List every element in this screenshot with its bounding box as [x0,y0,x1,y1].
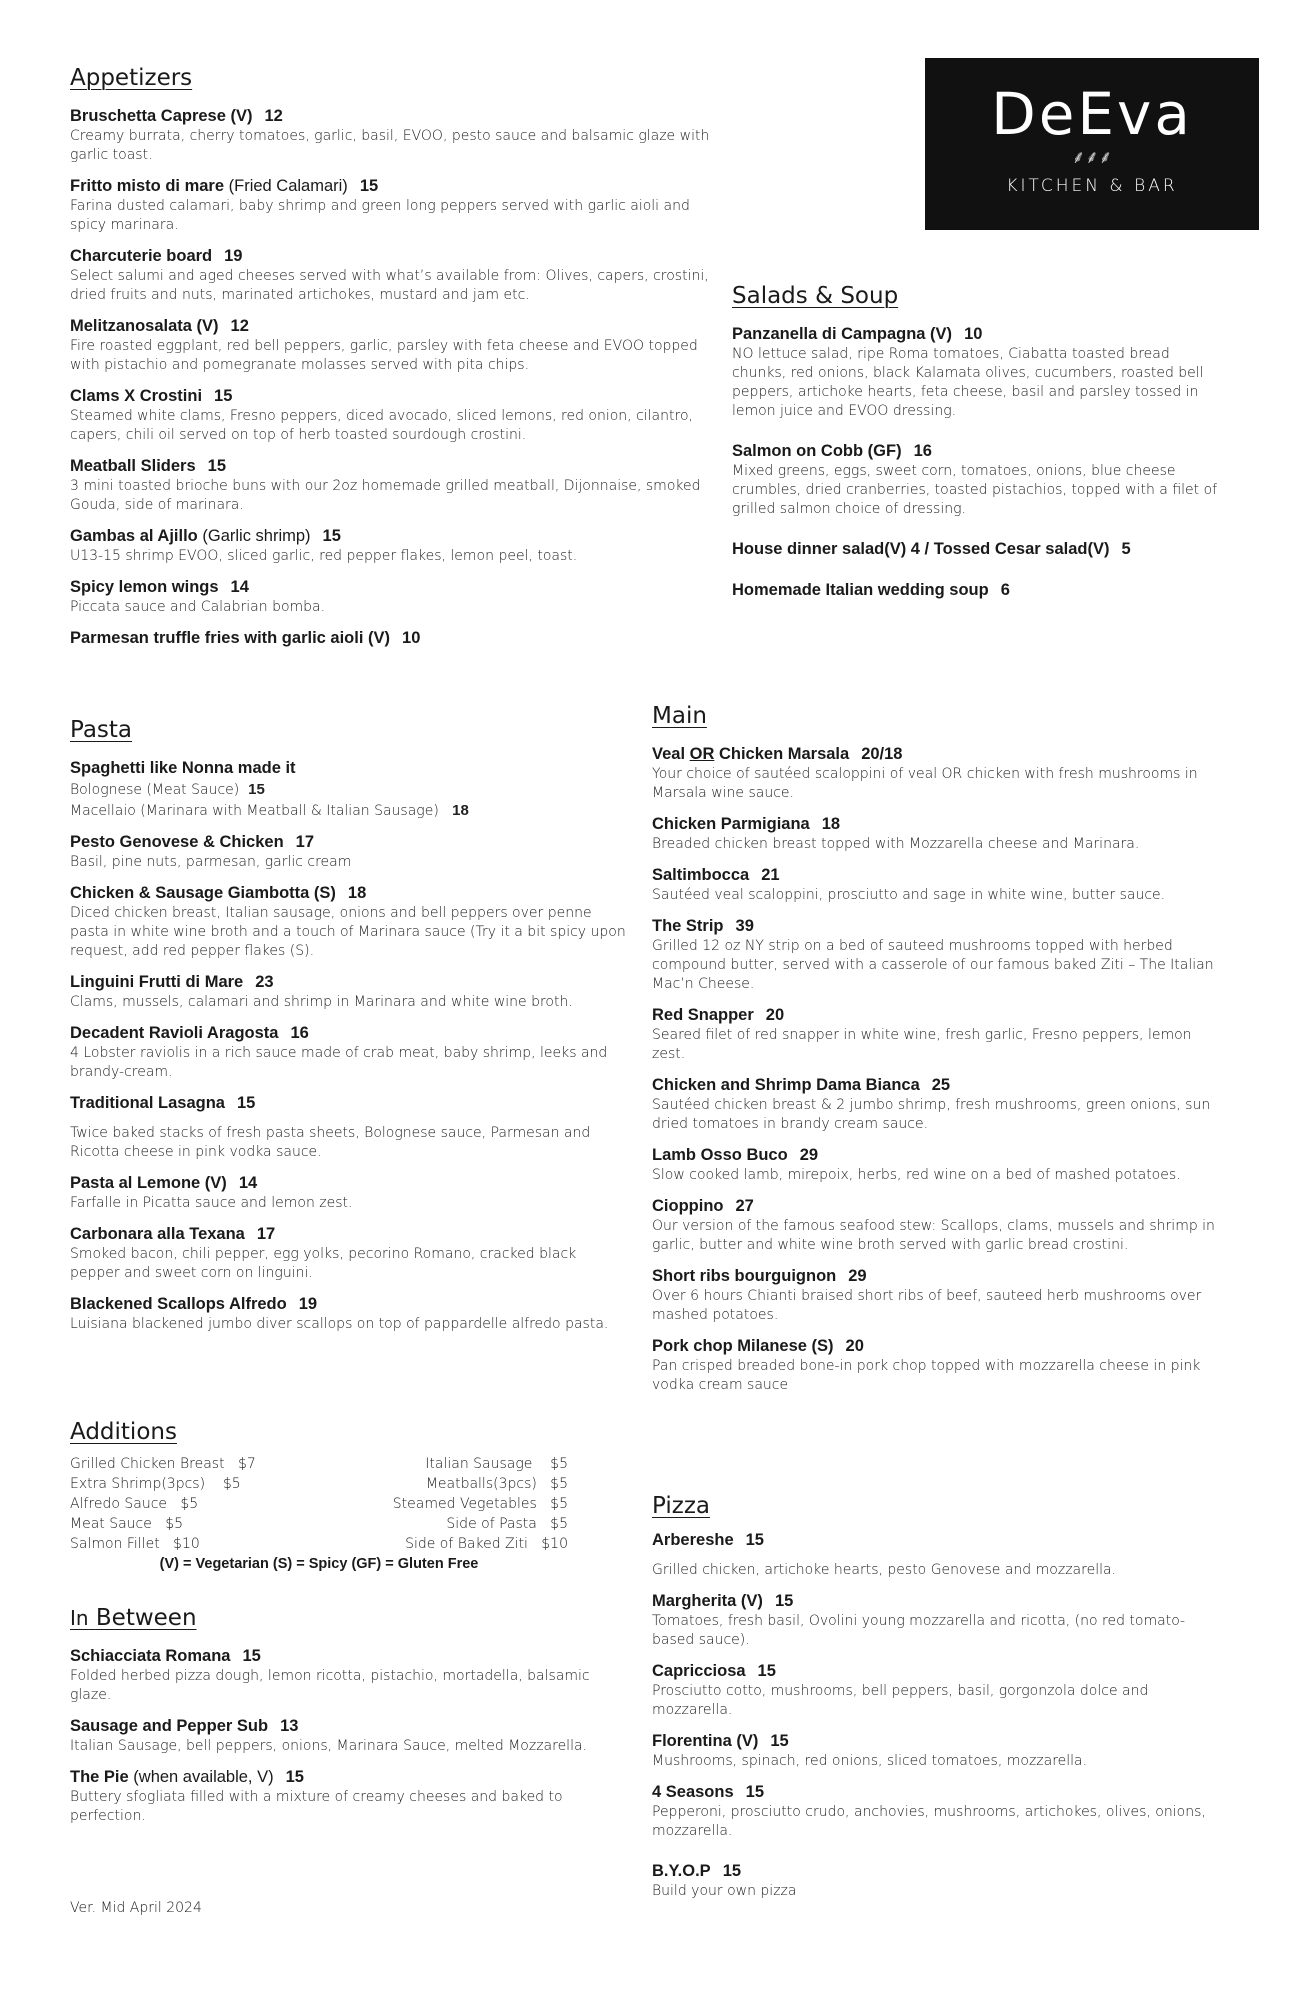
menu-item [652,1336,1222,1395]
item-price: 21 [761,866,780,884]
menu-item [652,916,1222,994]
section-title-appetizers: Appetizers [70,65,193,91]
addition-row: Alfredo Sauce $5 Steamed Vegetables $5 [70,1496,568,1512]
item-name: Linguini Frutti di Mare 23 [70,973,274,991]
menu-item [652,1075,1222,1134]
item-price: 15 [207,457,226,475]
main-section [652,702,1222,1406]
item-description: U13-15 shrimp EVOO, sliced garlic, red pepper flakes, lemon peel, toast. [70,548,578,564]
section-title-pizza: Pizza [652,1493,710,1519]
section-title-pasta: Pasta [70,717,133,743]
menu-item [70,386,720,445]
item-price: 15 [745,1783,764,1801]
item-description: NO lettuce salad, ripe Roma tomatoes, Ciabatta toasted bread chunks, red onions, black Kalamata olives, cucumbers, roasted bell peppers, artichoke hearts, feta cheese, basil and parsley tossed in lemon juice and EVOO dressing. [732,346,1204,419]
item-price: 20 [845,1337,864,1355]
item-name: Panzanella di Campagna (V) 10 [732,325,983,343]
item-description: Smoked bacon, chili pepper, egg yolks, pecorino Romano, cracked black pepper and sweet corn on linguini. [70,1246,577,1281]
sprig-icon: ⸙⸙⸙ [1071,147,1113,168]
section-title-additions: Additions [70,1419,177,1445]
item-name: House dinner salad(V) 4 / Tossed Cesar salad(V) 5 [732,540,1131,558]
item-description: Your choice of sautéed scaloppini of veal OR chicken with fresh mushrooms in Marsala wine sauce. [652,766,1198,801]
item-description: Build your own pizza [652,1883,797,1899]
item-price: 19 [298,1295,318,1313]
menu-item [70,1224,630,1283]
item-name: Cioppino 27 [652,1197,754,1215]
item-price: 5 [1121,540,1131,558]
item-price: 15 [774,1592,794,1610]
item-description: Grilled chicken, artichoke hearts, pesto Genovese and mozzarella. [652,1562,1116,1578]
item-price: 15 [242,1647,261,1665]
item-price: 17 [256,1225,276,1243]
item-name: Bruschetta Caprese (V) 12 [70,107,283,125]
item-description: Tomatoes, fresh basil, Ovolini young mozzarella and ricotta, (no red tomato-based sauce). [652,1613,1186,1648]
item-description: Italian Sausage, bell peppers, onions, Marinara Sauce, melted Mozzarella. [70,1738,587,1754]
menu-item [70,758,630,821]
menu-item [652,1661,1222,1720]
item-price: 23 [255,973,274,991]
item-price: 12 [230,317,249,335]
addition-row: Extra Shrimp(3pcs) $5 Meatballs(3pcs) $5 [70,1476,568,1492]
menu-item [652,1782,1222,1841]
item-price: 15 [722,1862,742,1880]
menu-item [70,883,630,961]
menu-item [70,972,630,1012]
restaurant-logo [925,58,1259,230]
item-name: The Pie (when available, V) 15 [70,1768,304,1786]
menu-item [70,176,720,235]
item-price: 18 [347,884,367,902]
item-name: Sausage and Pepper Sub 13 [70,1717,299,1735]
item-description: Clams, mussels, calamari and shrimp in Marinara and white wine broth. [70,994,573,1010]
item-price: 29 [848,1267,867,1285]
item-description: Grilled 12 oz NY strip on a bed of sauteed mushrooms topped with herbed compound butter, served with a casserole of our famous baked Ziti – The Italian Mac’n Cheese. [652,938,1214,992]
item-name: Chicken and Shrimp Dama Bianca 25 [652,1076,951,1094]
menu-item [70,1294,630,1334]
menu-item [70,1173,630,1213]
item-price: 14 [230,578,249,596]
item-option: Bolognese (Meat Sauce) 15 [70,781,265,798]
item-description: Steamed white clams, Fresno peppers, diced avocado, sliced lemons, red onion, cilantro, capers, chili oil served on top of herb toasted sourdough crostini. [70,408,693,443]
item-price: 15 [214,387,233,405]
item-price: 18 [821,815,841,833]
item-price: 17 [295,833,315,851]
item-description: 3 mini toasted brioche buns with our 2oz homemade grilled meatball, Dijonnaise, smoked Gouda, side of marinara. [70,478,701,513]
item-name: Homemade Italian wedding soup 6 [732,581,1010,599]
item-price: 27 [735,1197,754,1215]
item-name: Spicy lemon wings 14 [70,578,249,596]
item-description: 4 Lobster raviolis in a rich sauce made of crab meat, baby shrimp, leeks and brandy-cream. [70,1045,608,1080]
item-price: 14 [238,1174,258,1192]
menu-item [652,744,1222,803]
item-description: Diced chicken breast, Italian sausage, onions and bell peppers over penne pasta in white wine broth and a touch of Marinara sauce (Try it a bit spicy upon request, add red pepper flakes (S). [70,905,626,959]
menu-item [652,1145,1222,1185]
item-price: 15 [285,1768,304,1786]
item-description: Select salumi and aged cheeses served with what’s available from: Olives, capers, crostini, dried fruits and nuts, marinated artichokes, mustard and jam etc. [70,268,709,303]
menu-item [652,1861,1222,1901]
item-name: Margherita (V) 15 [652,1592,794,1610]
menu-item [70,1023,630,1082]
item-name: Pasta al Lemone (V) 14 [70,1174,258,1192]
item-description: Seared filet of red snapper in white wine, fresh garlic, Fresno peppers, lemon zest. [652,1027,1192,1062]
item-price: 20 [765,1006,785,1024]
section-title-main: Main [652,703,707,729]
menu-item [652,814,1222,854]
section-title-salads: Salads & Soup [732,283,899,309]
item-description: Mixed greens, eggs, sweet corn, tomatoes, onions, blue cheese crumbles, dried cranberries, toasted pistachios, topped with a filet of grilled salmon choice of dressing. [732,463,1218,517]
item-name: Chicken Parmigiana 18 [652,815,841,833]
item-description: Buttery sfogliata filled with a mixture of creamy cheeses and baked to perfection. [70,1789,563,1824]
item-description: Mushrooms, spinach, red onions, sliced tomatoes, mozzarella. [652,1753,1088,1769]
item-price: 25 [931,1076,951,1094]
item-name: Red Snapper 20 [652,1006,785,1024]
item-price: 10 [402,629,421,647]
item-name: Pork chop Milanese (S) 20 [652,1337,864,1355]
item-price: 19 [224,247,243,265]
item-description: Over 6 hours Chianti braised short ribs of beef, sauteed herb mushrooms over mashed potatoes. [652,1288,1202,1323]
menu-item [652,1196,1222,1255]
item-price: 15 [757,1662,776,1680]
item-price: 12 [264,107,283,125]
menu-item [652,865,1222,905]
item-description: Folded herbed pizza dough, lemon ricotta, pistachio, mortadella, balsamic glaze. [70,1668,590,1703]
item-description: Sautéed chicken breast & 2 jumbo shrimp, fresh mushrooms, green onions, sun dried tomatoes in brandy cream sauce. [652,1097,1211,1132]
menu-item [732,324,1222,421]
item-description: Luisiana blackened jumbo diver scallops on top of pappardelle alfredo pasta. [70,1316,609,1332]
item-name: Carbonara alla Texana 17 [70,1225,276,1243]
menu-item [70,1646,630,1705]
item-name: Lamb Osso Buco 29 [652,1146,819,1164]
in-between-section [70,1604,630,1837]
item-name: Clams X Crostini 15 [70,387,233,405]
item-name: Veal OR Chicken Marsala 20/18 [652,745,903,763]
additions-section [70,1418,630,1572]
menu-item [70,456,720,515]
addition-row: Grilled Chicken Breast $7 Italian Sausage $5 [70,1456,568,1472]
item-name: Saltimbocca 21 [652,866,780,884]
item-description: Piccata sauce and Calabrian bomba. [70,599,326,615]
item-price: 15 [322,527,341,545]
item-price: 15 [359,177,379,195]
menu-item [70,577,720,617]
item-name: Parmesan truffle fries with garlic aioli (V) 10 [70,629,421,647]
addition-row: Salmon Fillet $10 Side of Baked Ziti $10 [70,1536,568,1552]
item-name: Chicken & Sausage Giambotta (S) 18 [70,884,367,902]
item-description: Prosciutto cotto, mushrooms, bell peppers, basil, gorgonzola dolce and mozzarella. [652,1683,1149,1718]
item-description: Sautéed veal scaloppini, prosciutto and sage in white wine, butter sauce. [652,887,1166,903]
item-description: Twice baked stacks of fresh pasta sheets, Bolognese sauce, Parmesan and Ricotta cheese in pink vodka sauce. [70,1125,591,1160]
item-price: 15 [770,1732,789,1750]
menu-item [70,106,720,165]
item-name: Schiacciata Romana 15 [70,1647,261,1665]
item-description: Slow cooked lamb, mirepoix, herbs, red wine on a bed of mashed potatoes. [652,1167,1181,1183]
menu-item [652,1005,1222,1064]
item-name: The Strip 39 [652,917,754,935]
logo-subtitle: KITCHEN & BAR [1006,176,1178,196]
item-description: Creamy burrata, cherry tomatoes, garlic, basil, EVOO, pesto sauce and balsamic glaze with garlic toast. [70,128,710,163]
menu-item [732,539,1222,560]
item-name: Salmon on Cobb (GF) 16 [732,442,932,460]
menu-item [70,526,720,566]
dietary-legend: (V) = Vegetarian (S) = Spicy (GF) = Gluten Free [159,1556,479,1572]
item-name: Decadent Ravioli Aragosta 16 [70,1024,309,1042]
item-price: 13 [280,1717,299,1735]
appetizers-section [70,64,720,660]
item-description: Pepperoni, prosciutto crudo, anchovies, mushrooms, artichokes, olives, onions, mozzarella. [652,1804,1206,1839]
item-description: Farfalle in Picatta sauce and lemon zest. [70,1195,353,1211]
item-name: Capricciosa 15 [652,1662,776,1680]
menu-item [652,1266,1222,1325]
item-description: Our version of the famous seafood stew: Scallops, clams, mussels and shrimp in garlic, butter and white wine broth served with garlic bread crostini. [652,1218,1215,1253]
menu-item [70,832,630,872]
item-description: Breaded chicken breast topped with Mozzarella cheese and Marinara. [652,836,1140,852]
menu-item [70,1716,630,1756]
item-name: Melitzanosalata (V) 12 [70,317,249,335]
item-price: 16 [913,442,932,460]
item-name: Blackened Scallops Alfredo 19 [70,1295,318,1313]
salads-section [732,282,1222,612]
item-description: Pan crisped breaded bone-in pork chop topped with mozzarella cheese in pink vodka cream sauce [652,1358,1201,1393]
item-price: 29 [799,1146,819,1164]
menu-item [652,1731,1222,1771]
item-name: Florentina (V) 15 [652,1732,789,1750]
item-name: Pesto Genovese & Chicken 17 [70,833,315,851]
item-name: Spaghetti like Nonna made it [70,759,296,777]
item-price: 6 [1000,581,1010,599]
item-price: 39 [735,917,754,935]
menu-item [70,628,720,649]
item-option: Macellaio (Marinara with Meatball & Italian Sausage) 18 [70,802,469,819]
item-name: Fritto misto di mare (Fried Calamari) 15 [70,177,379,195]
menu-item [70,246,720,305]
section-title-in-between: In Between [70,1605,197,1631]
item-price: 15 [236,1094,256,1112]
menu-item [732,580,1222,601]
menu-item [652,1591,1222,1650]
menu-item [70,1767,630,1826]
item-name: Meatball Sliders 15 [70,457,226,475]
addition-row: Meat Sauce $5 Side of Pasta $5 [70,1516,568,1532]
item-name: Arbereshe 15 [652,1531,764,1549]
item-name: Gambas al Ajillo (Garlic shrimp) 15 [70,527,341,545]
item-description: Basil, pine nuts, parmesan, garlic cream [70,854,352,870]
item-description: Fire roasted eggplant, red bell peppers, garlic, parsley with feta cheese and EVOO topped with pistachio and pomegranate molasses served with pita chips. [70,338,698,373]
item-name: B.Y.O.P 15 [652,1862,742,1880]
item-price: 16 [290,1024,309,1042]
item-name: Short ribs bourguignon 29 [652,1267,867,1285]
menu-item [70,1093,630,1162]
version-note: Ver. Mid April 2024 [70,1900,202,1916]
item-name: Charcuterie board 19 [70,247,243,265]
item-price: 15 [745,1531,764,1549]
menu-item [652,1530,1222,1580]
item-price: 10 [964,325,983,343]
menu-item [70,316,720,375]
item-description: Farina dusted calamari, baby shrimp and green long peppers served with garlic aioli and spicy marinara. [70,198,690,233]
item-name: 4 Seasons 15 [652,1783,764,1801]
pizza-section [652,1492,1222,1912]
logo-brand: DeEva [991,80,1193,148]
item-name: Traditional Lasagna 15 [70,1094,256,1112]
menu-item [732,441,1222,519]
pasta-section [70,716,630,1345]
